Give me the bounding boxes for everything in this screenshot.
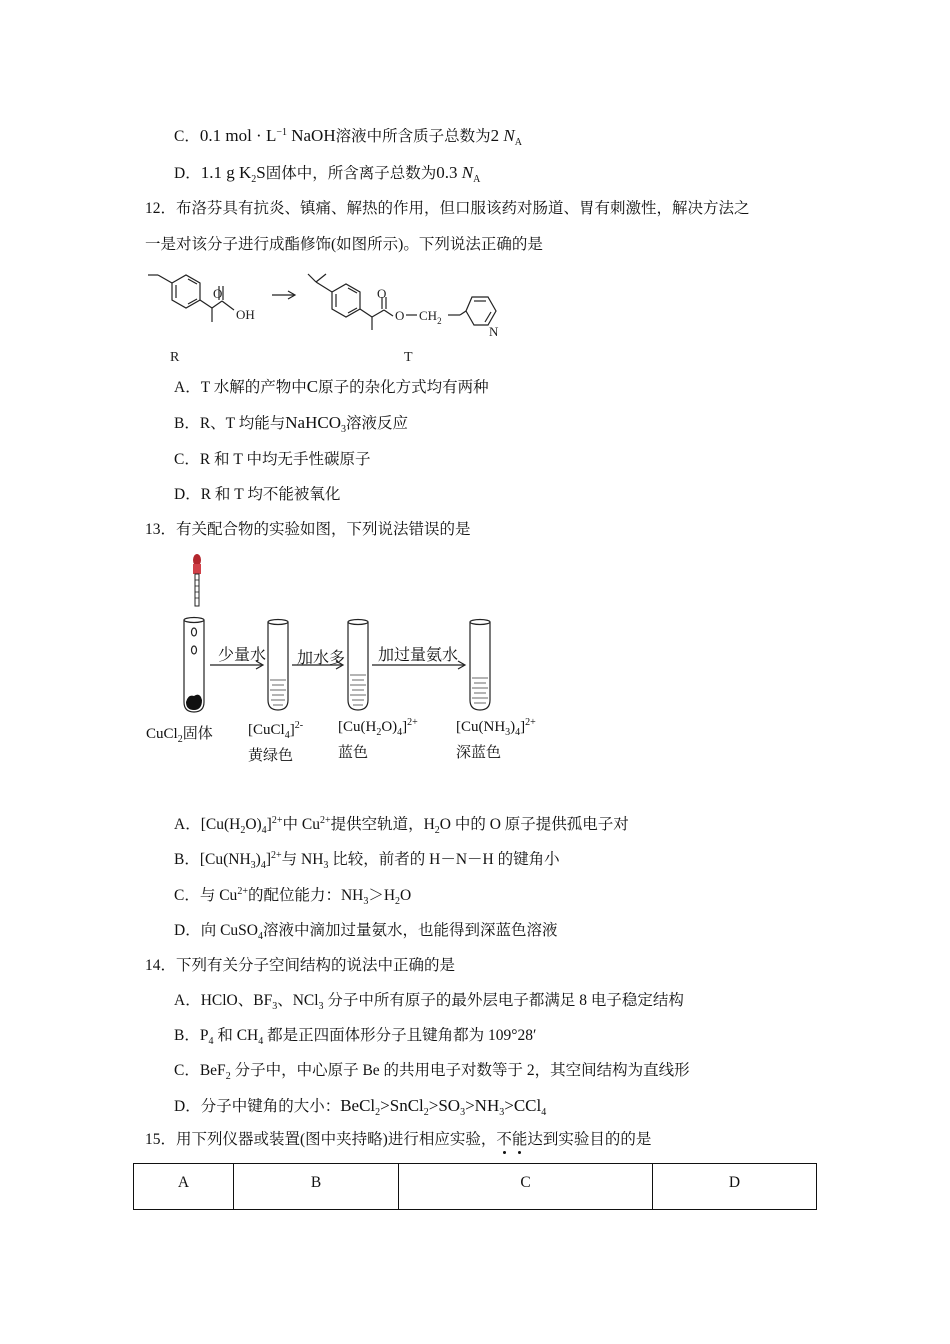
test-tube-3	[470, 620, 490, 711]
test-tube-1	[268, 620, 288, 711]
label-r: R	[170, 350, 180, 365]
r-hydroxyl-group: OH	[236, 307, 255, 322]
q14-option-a: A．HClO、$BF_3$、NCl$_3$ 分子中所有原子的最外层电子都满足 8 电子稳定结构	[174, 992, 684, 1013]
q15-stem: 15．用下列仪器或装置(图中夹持略)进行相应实验，不能达到实验目的的是	[145, 1131, 652, 1148]
table-header-d: D	[653, 1164, 817, 1210]
table-header-c: C	[399, 1164, 653, 1210]
ion3-label: $[Cu(NH_3)_4]^{2+}$	[456, 717, 536, 738]
t-ester-oxygen: O	[395, 308, 405, 323]
ion2-color: 蓝色	[338, 745, 369, 761]
t-methylene-group: $CH_2$	[419, 308, 442, 326]
q15-options-table	[133, 1163, 817, 1210]
ion3-color: 深蓝色	[456, 745, 502, 761]
q14-option-c: C．BeF$_2$ 分子中，中心原子 Be 的共用电子对数等于 2，其空间结构为直线形	[174, 1062, 690, 1083]
q11-option-c: C．0.1 mol · $L^{-1}$ NaOH溶液中所含质子总数为2 $N_A$	[174, 126, 522, 149]
t-carbonyl-oxygen: O	[377, 286, 387, 301]
test-tube-2	[348, 620, 368, 711]
q12-option-a: A．T 水解的产物中C原子的杂化方式均有两种	[174, 377, 489, 396]
q13-option-b: B．$[Cu(NH_3)_4]^{2+}$与 $NH_3$ 比较，前者的 H－N－H 的键角小	[174, 849, 560, 872]
dropper-icon	[193, 554, 201, 606]
r-carbonyl-oxygen: O	[213, 286, 223, 301]
q14-stem: 14．下列有关分子空间结构的说法中正确的是	[145, 957, 456, 974]
q14-option-b: B．$P_4$ 和 $CH_4$ 都是正四面体形分子且键角都为 109°28′	[174, 1027, 537, 1048]
q12-option-d: D．R 和 T 均不能被氧化	[174, 486, 341, 503]
table-header-b: B	[234, 1164, 399, 1210]
q11-option-d: D．1.1 g $K_2S$固体中，所含离子总数为0.3 $N_A$	[174, 163, 481, 186]
ibuprofen-esterification-diagram	[140, 268, 540, 372]
q12-option-b: B．R、T 均能与NaHCO$_3$溶液反应	[174, 413, 408, 436]
table-header-a: A	[134, 1164, 234, 1210]
q13-option-a: A．$[Cu(H_2O)_4]^{2+}$中 $Cu^{2+}$提供空轨道，$H_2O$ 中的 O 原子提供孤电子对	[174, 814, 629, 837]
q12-stem-line1: 12．布洛芬具有抗炎、镇痛、解热的作用，但口服该药对肠道、胃有刺激性，解决方法之	[145, 200, 750, 217]
arrow-label-excess-ammonia: 加过量氨水	[378, 647, 459, 664]
complex-experiment-diagram	[178, 550, 508, 720]
q13-option-c: C．与 $Cu^{2+}$的配位能力：$NH_3>H_2O$	[174, 885, 412, 908]
q14-option-d: D．分子中键角的大小：$BeCl_2>SnCl_2>SO_3>NH_3>CCl_4$	[174, 1096, 547, 1119]
q13-stem: 13．有关配合物的实验如图，下列说法错误的是	[145, 521, 471, 538]
q12-option-c: C．R 和 T 中均无手性碳原子	[174, 451, 371, 468]
label-t: T	[404, 350, 413, 365]
table-row	[134, 1164, 817, 1210]
cucl2-solid-label: CuCl$_2$固体	[146, 726, 213, 745]
arrow-label-little-water: 少量水	[218, 647, 267, 664]
arrow-label-more-water: 加水多	[297, 650, 346, 667]
ion1-label: [CuCl$_4$]$^{2-}$	[248, 720, 304, 741]
ion2-label: $[Cu(H_2O)_4]^{2+}$	[338, 717, 418, 738]
q13-option-d: D．向 CuSO$_4$溶液中滴加过量氨水，也能得到深蓝色溶液	[174, 922, 558, 943]
ion1-color: 黄绿色	[248, 748, 294, 764]
q12-stem-line2: 一是对该分子进行成酯修饰(如图所示)。下列说法正确的是	[145, 236, 543, 253]
pyridine-nitrogen: N	[489, 324, 499, 339]
